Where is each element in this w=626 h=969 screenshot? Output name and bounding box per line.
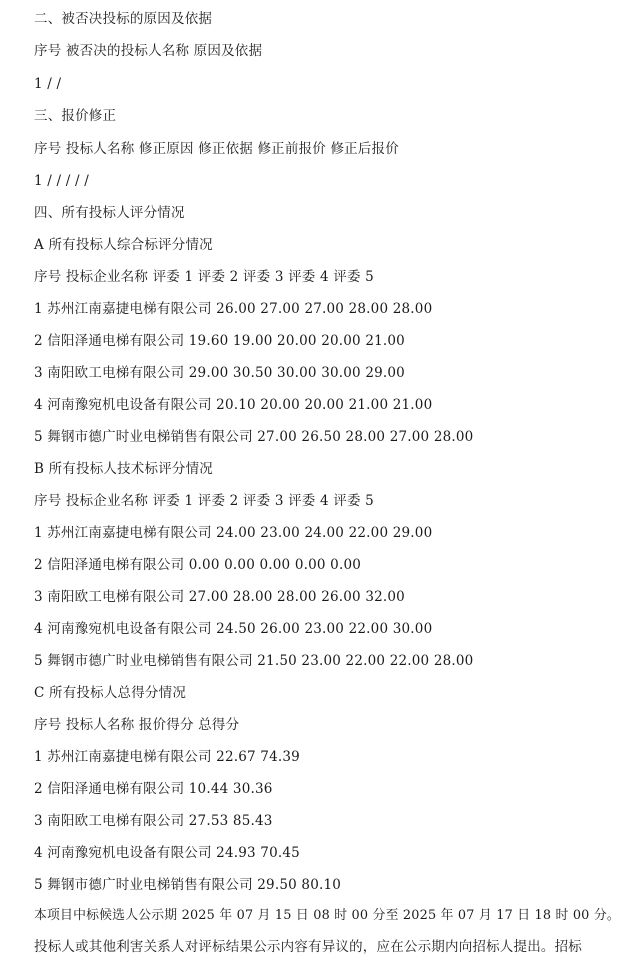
total-scores-row-1: 1 苏州江南嘉捷电梯有限公司 22.67 74.39: [34, 749, 300, 765]
price-correction-row-1: 1 / / / / /: [34, 173, 89, 189]
subsection-heading-total-scores: C 所有投标人总得分情况: [34, 685, 187, 701]
price-correction-table-header: 序号 投标人名称 修正原因 修正依据 修正前报价 修正后报价: [34, 141, 399, 157]
technical-scores-row-2: 2 信阳泽通电梯有限公司 0.00 0.00 0.00 0.00 0.00: [34, 557, 362, 573]
subsection-heading-comprehensive-scores: A 所有投标人综合标评分情况: [34, 237, 213, 253]
section-heading-rejected-bids: 二、被否决投标的原因及依据: [34, 11, 213, 27]
comprehensive-scores-row-5: 5 舞钢市德广时业电梯销售有限公司 27.00 26.50 28.00 27.00 28.00: [34, 429, 474, 445]
total-scores-row-5: 5 舞钢市德广时业电梯销售有限公司 29.50 80.10: [34, 877, 342, 893]
technical-scores-row-5: 5 舞钢市德广时业电梯销售有限公司 21.50 23.00 22.00 22.00 28.00: [34, 653, 474, 669]
rejected-bids-table-header: 序号 被否决的投标人名称 原因及依据: [34, 43, 263, 59]
objection-notice-text: 投标人或其他利害关系人对评标结果公示内容有异议的，应在公示期内向招标人提出。招标: [34, 939, 582, 955]
comprehensive-scores-row-2: 2 信阳泽通电梯有限公司 19.60 19.00 20.00 20.00 21.00: [34, 333, 405, 349]
subsection-heading-technical-scores: B 所有投标人技术标评分情况: [34, 461, 214, 477]
total-scores-row-3: 3 南阳欧工电梯有限公司 27.53 85.43: [34, 813, 273, 829]
comprehensive-scores-table-header: 序号 投标企业名称 评委 1 评委 2 评委 3 评委 4 评委 5: [34, 269, 374, 285]
rejected-bids-row-1: 1 / /: [34, 76, 62, 92]
technical-scores-row-3: 3 南阳欧工电梯有限公司 27.00 28.00 28.00 26.00 32.00: [34, 589, 405, 605]
comprehensive-scores-row-4: 4 河南豫宛机电设备有限公司 20.10 20.00 20.00 21.00 21.00: [34, 397, 433, 413]
publicity-period-text: 本项目中标候选人公示期 2025 年 07 月 15 日 08 时 00 分至 2025 年 07 月 17 日 18 时 00 分。: [34, 908, 620, 923]
total-scores-row-4: 4 河南豫宛机电设备有限公司 24.93 70.45: [34, 845, 300, 861]
total-scores-row-2: 2 信阳泽通电梯有限公司 10.44 30.36: [34, 781, 273, 797]
section-heading-price-correction: 三、报价修正: [34, 108, 117, 124]
comprehensive-scores-row-1: 1 苏州江南嘉捷电梯有限公司 26.00 27.00 27.00 28.00 28.00: [34, 301, 433, 317]
total-scores-table-header: 序号 投标人名称 报价得分 总得分: [34, 717, 240, 733]
comprehensive-scores-row-3: 3 南阳欧工电梯有限公司 29.00 30.50 30.00 30.00 29.00: [34, 365, 405, 381]
technical-scores-row-4: 4 河南豫宛机电设备有限公司 24.50 26.00 23.00 22.00 30.00: [34, 621, 433, 637]
technical-scores-table-header: 序号 投标企业名称 评委 1 评委 2 评委 3 评委 4 评委 5: [34, 493, 374, 509]
technical-scores-row-1: 1 苏州江南嘉捷电梯有限公司 24.00 23.00 24.00 22.00 29.00: [34, 525, 433, 541]
section-heading-all-scores: 四、所有投标人评分情况: [34, 205, 185, 221]
